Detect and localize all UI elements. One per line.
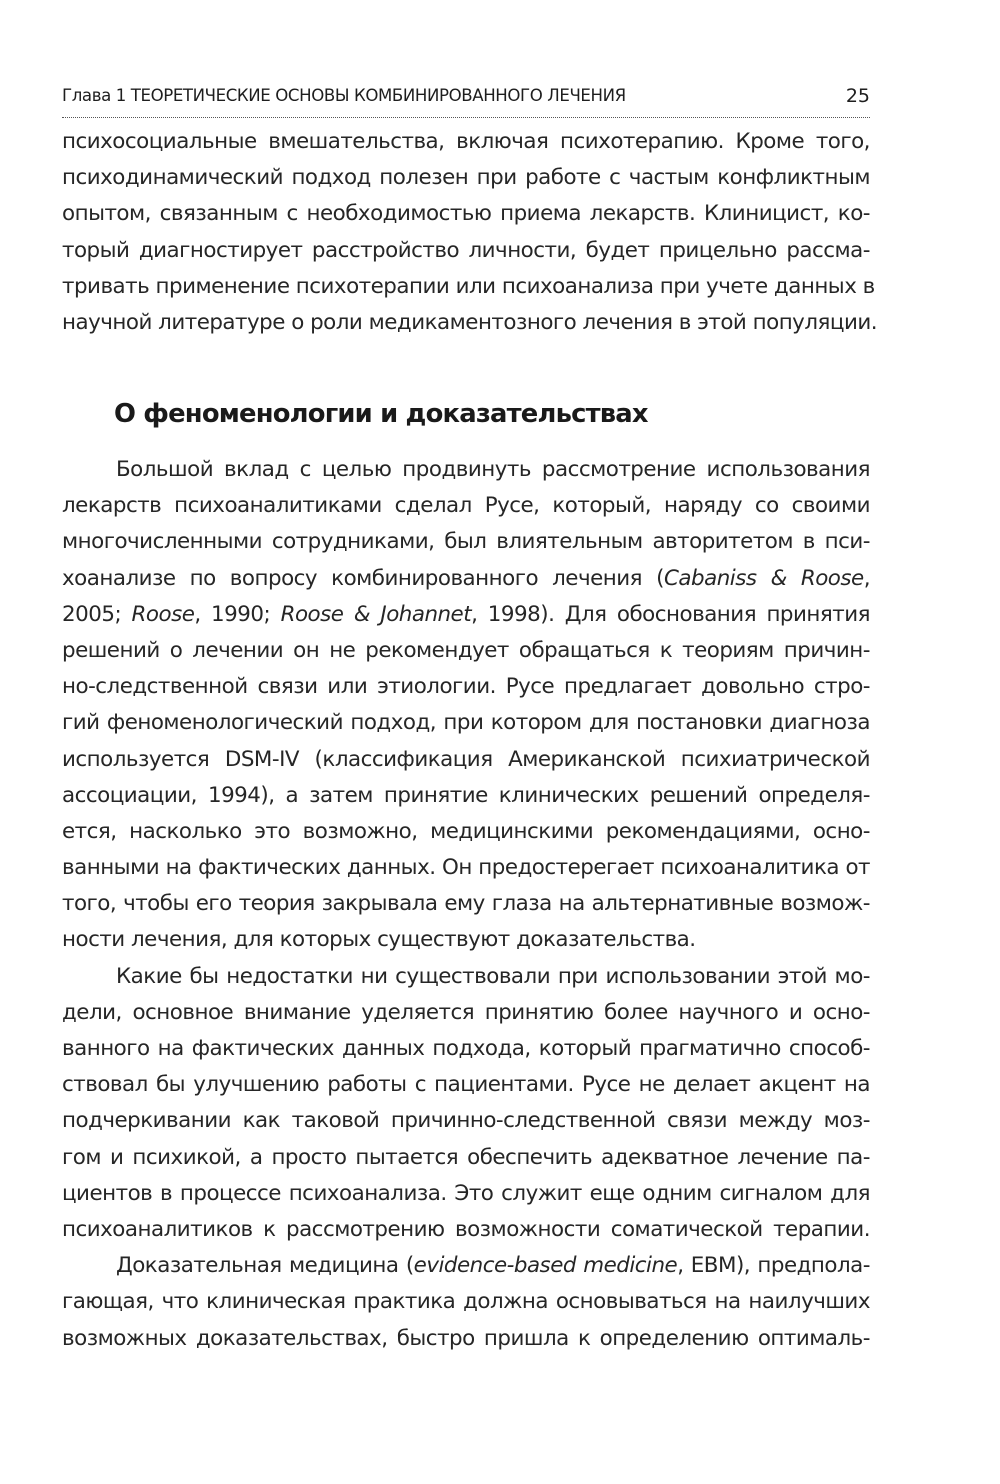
text-line: но-следственной связи или этиологии. Русе предлагает довольно стро- — [62, 674, 870, 700]
text-line — [62, 561, 870, 597]
text-line: гающая, что клиническая практика должна основываться на наилучших — [62, 1289, 870, 1315]
section-heading: О феноменологии и доказательствах — [114, 399, 648, 429]
text-line: Большой вклад с целью продвинуть рассмотрение использования — [116, 457, 870, 482]
text-line: Какие бы недостатки ни существовали при использовании этой мо- — [116, 963, 870, 989]
text-line: ствовал бы улучшению работы с пациентами. Русе не делает акцент на — [62, 1072, 870, 1098]
text-line: психосоциальные вмешательства, включая психотерапию. Кроме того, — [62, 129, 870, 154]
term-italic: evidence-based medicine — [413, 1253, 678, 1279]
text-line: ассоциации, 1994), а затем принятие клинических решений определя- — [62, 782, 870, 808]
text-line: циентов в процессе психоанализа. Это служит еще одним сигналом для — [62, 1180, 870, 1206]
text-line: опытом, связанным с необходимостью приема лекарств. Клиницист, ко- — [62, 201, 870, 227]
text-line: психодинамический подход полезен при работе с частым конфликтным — [62, 165, 870, 191]
text-run: 2005; — [62, 601, 132, 627]
text-line — [62, 597, 870, 633]
text-line: возможных доказательствах, быстро пришла к определению оптималь- — [62, 1325, 870, 1351]
text-line — [62, 1248, 870, 1284]
text-run: , EBM), предпола- — [677, 1253, 870, 1279]
text-run: Доказательная медицина ( — [116, 1253, 414, 1279]
citation: Roose — [131, 601, 195, 627]
text-run: хоанализе по вопросу комбинированного лечения ( — [62, 565, 664, 591]
header-divider — [62, 117, 870, 118]
section-body — [62, 452, 870, 1357]
text-line: торый диагностирует расстройство личности, будет прицельно рассма- — [62, 237, 870, 263]
intro-paragraph — [62, 124, 878, 341]
running-header — [62, 84, 870, 114]
text-line: научной литературе о роли медикаментозного лечения в этой популяции. — [62, 309, 878, 335]
text-line: ванного на фактических данных подхода, который прагматично способ- — [62, 1036, 870, 1061]
text-run: , — [863, 565, 871, 591]
text-line: того, чтобы его теория закрывала ему глаза на альтернативные возмож- — [62, 891, 870, 917]
text-line: ется, насколько это возможно, медицинскими рекомендациями, осно- — [62, 818, 870, 844]
text-run: , 1990; — [194, 601, 281, 627]
text-line: используется DSM-IV (классификация Американской психиатрической — [62, 746, 870, 772]
text-line: ности лечения, для которых существуют доказательства. — [62, 927, 696, 953]
text-line: дели, основное внимание уделяется принятию более научного и осно- — [62, 999, 870, 1025]
text-run: , 1998). Для обоснования принятия — [471, 601, 870, 627]
citation: Cabaniss & Roose — [663, 565, 864, 591]
text-line: многочисленными сотрудниками, был влиятельным авторитетом в пси- — [62, 529, 870, 555]
text-line: тривать применение психотерапии или психоанализа при учете данных в — [62, 273, 875, 299]
page-number: 25 — [845, 85, 870, 107]
running-title: Глава 1 ТЕОРЕТИЧЕСКИЕ ОСНОВЫ КОМБИНИРОВАННОГО ЛЕЧЕНИЯ — [62, 86, 626, 105]
text-line: лекарств психоаналитиками сделал Русе, который, наряду со своими — [62, 493, 870, 519]
text-line: подчеркивании как таковой причинно-следственной связи между моз- — [62, 1108, 870, 1134]
citation: Roose & Johannet — [280, 601, 472, 627]
text-line: психоаналитиков к рассмотрению возможности соматической терапии. — [62, 1216, 870, 1242]
text-line: гий феноменологический подход, при котором для постановки диагноза — [62, 710, 870, 736]
text-line: гом и психикой, а просто пытается обеспечить адекватное лечение па- — [62, 1144, 870, 1170]
text-line: ванными на фактических данных. Он предостерегает психоаналитика от — [62, 855, 870, 881]
text-line: решений о лечении он не рекомендует обращаться к теориям причин- — [62, 637, 870, 663]
